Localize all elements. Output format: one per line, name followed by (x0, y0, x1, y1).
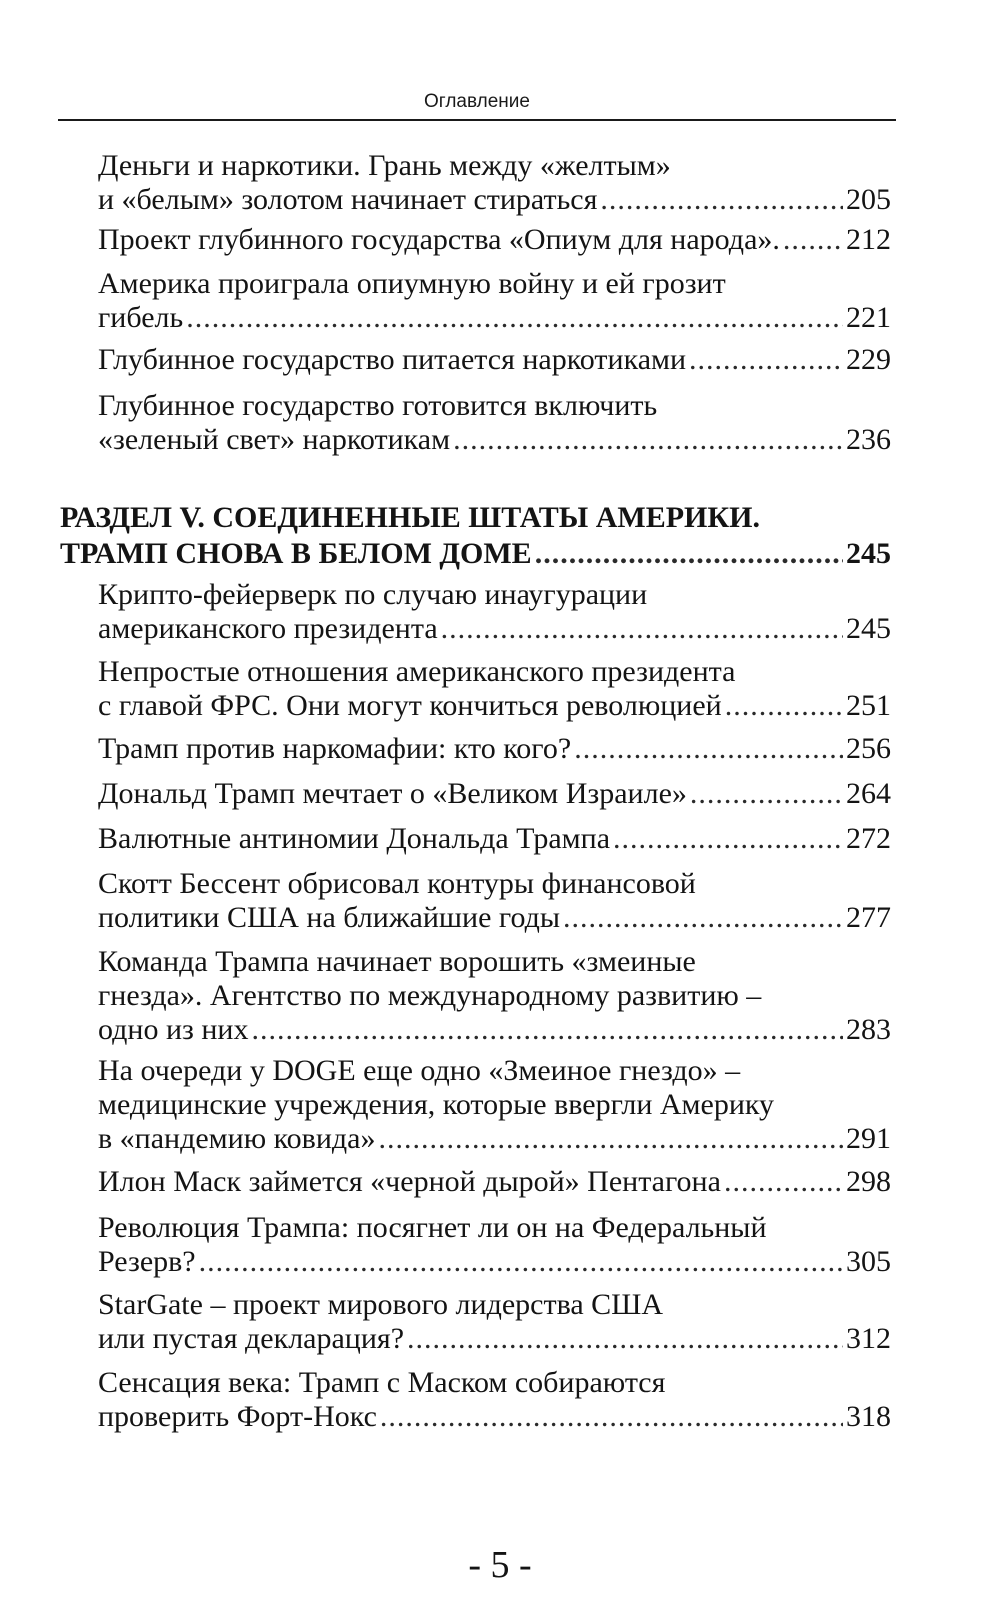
toc-page-number: 251 (846, 689, 891, 722)
toc-entry-title-line: политики США на ближайшие годы (98, 901, 561, 934)
toc-page-number: 221 (846, 301, 891, 334)
toc-entry-title-line: Скотт Бессент обрисовал контуры финансовой (98, 867, 696, 900)
toc-entry-title-line: или пустая декларация? (98, 1322, 405, 1355)
toc-entry (98, 267, 891, 335)
toc-entry-title-line: «зеленый свет» наркотикам (98, 423, 451, 456)
toc-page-number: 245 (846, 612, 891, 645)
toc-page-number: 264 (846, 777, 891, 810)
page-number: - 5 - (468, 1544, 532, 1586)
dot-leader (441, 612, 843, 646)
toc-entry-title-line: Сенсация века: Трамп с Маском собираются (98, 1366, 666, 1399)
toc-page-number: 291 (846, 1122, 891, 1155)
toc-entry-title-line: Революция Трампа: посягнет ли он на Федеральный (98, 1211, 767, 1244)
toc-entry (98, 822, 891, 856)
toc-entry-title-line: Валютные антиномии Дональда Трампа (98, 822, 611, 855)
dot-leader (407, 1322, 843, 1356)
toc-page-number: 277 (846, 901, 891, 934)
toc-page-number: 256 (846, 732, 891, 765)
dot-leader (783, 223, 843, 257)
toc-entry-title-line: Команда Трампа начинает ворошить «змеиные (98, 945, 696, 978)
toc-entry-title-line: гнезда». Агентство по международному развитию – (98, 979, 762, 1012)
dot-leader (725, 689, 843, 723)
dot-leader (689, 343, 843, 377)
dot-leader (251, 1013, 843, 1047)
toc-page-number: 298 (846, 1165, 891, 1198)
toc-entry-title-line: Глубинное государство готовится включить (98, 389, 658, 422)
toc-entry-title-line: и «белым» золотом начинает стираться (98, 183, 598, 216)
toc-entry-title-line: Америка проиграла опиумную войну и ей грозит (98, 267, 726, 300)
dot-leader (724, 1165, 843, 1199)
toc-entry-title-line: Глубинное государство питается наркотиками (98, 343, 687, 376)
toc-entry-title-line: StarGate – проект мирового лидерства США (98, 1288, 664, 1321)
dot-leader (199, 1245, 843, 1279)
running-head: Оглавление (424, 91, 530, 112)
toc-page-number: 212 (846, 223, 891, 256)
toc-entry (98, 343, 891, 377)
toc-entry (98, 777, 891, 811)
toc-section-heading (60, 500, 891, 572)
toc-entry-title-line: На очереди у DOGE еще одно «Змеиное гнездо» – (98, 1054, 741, 1087)
toc-entry-title-line: с главой ФРС. Они могут кончиться революцией (98, 689, 722, 722)
toc-entry (98, 149, 891, 217)
toc-entry-title-line: Илон Маск займется «черной дырой» Пентагона (98, 1165, 721, 1198)
toc-entry (98, 732, 891, 766)
toc-entry-title-line: проверить Форт-Нокс (98, 1400, 377, 1433)
toc-page-number: 318 (846, 1400, 891, 1433)
dot-leader (378, 1122, 843, 1156)
toc-entry (98, 578, 891, 646)
toc-page-number: 305 (846, 1245, 891, 1278)
toc-entry (98, 1366, 891, 1434)
toc-page-number: 283 (846, 1013, 891, 1046)
toc-entry (98, 945, 891, 1047)
toc-entry-title-line: медицинские учреждения, которые ввергли Америку (98, 1088, 775, 1121)
toc-entry (98, 389, 891, 457)
toc-page-number: 312 (846, 1322, 891, 1355)
dot-leader (453, 423, 843, 457)
toc-page-number: 272 (846, 822, 891, 855)
toc-entry-title-line: Дональд Трамп мечтает о «Великом Израиле» (98, 777, 687, 810)
toc-entry (98, 1288, 891, 1356)
toc-entry (98, 1054, 891, 1156)
toc-entry-title-line: Деньги и наркотики. Грань между «желтым» (98, 149, 671, 182)
toc-entry (98, 1211, 891, 1279)
toc-entry-title-line: одно из них (98, 1013, 249, 1046)
dot-leader (613, 822, 843, 856)
toc-entry-title-line: Резерв? (98, 1245, 196, 1278)
toc-entry-title-line: Проект глубинного государства «Опиум для народа». (98, 223, 780, 256)
dot-leader (690, 777, 843, 811)
toc-page-number: 236 (846, 423, 891, 456)
toc-entry (98, 867, 891, 935)
toc-section-title-line: ТРАМП СНОВА В БЕЛОМ ДОМЕ (60, 537, 532, 570)
toc-page-number: 229 (846, 343, 891, 376)
toc-entry-title-line: Непростые отношения американского президента (98, 655, 736, 688)
toc-entry-title-line: Крипто-фейерверк по случаю инаугурации (98, 578, 648, 611)
toc-page-number: 245 (846, 537, 891, 570)
toc-entry (98, 655, 891, 723)
header-rule (58, 119, 896, 121)
toc-entry (98, 223, 891, 257)
dot-leader (563, 901, 843, 935)
toc-entry-title-line: гибель (98, 301, 184, 334)
toc-page-number: 205 (846, 183, 891, 216)
toc-entry-title-line: Трамп против наркомафии: кто кого? (98, 732, 572, 765)
toc-section-title-line: РАЗДЕЛ V. СОЕДИНЕННЫЕ ШТАТЫ АМЕРИКИ. (60, 501, 760, 534)
toc-entry-title-line: в «пандемию ковида» (98, 1122, 376, 1155)
toc-entry (98, 1165, 891, 1199)
toc-entry-title-line: американского президента (98, 612, 438, 645)
dot-leader (535, 536, 843, 572)
dot-leader (186, 301, 843, 335)
dot-leader (600, 183, 843, 217)
dot-leader (380, 1400, 843, 1434)
dot-leader (574, 732, 843, 766)
